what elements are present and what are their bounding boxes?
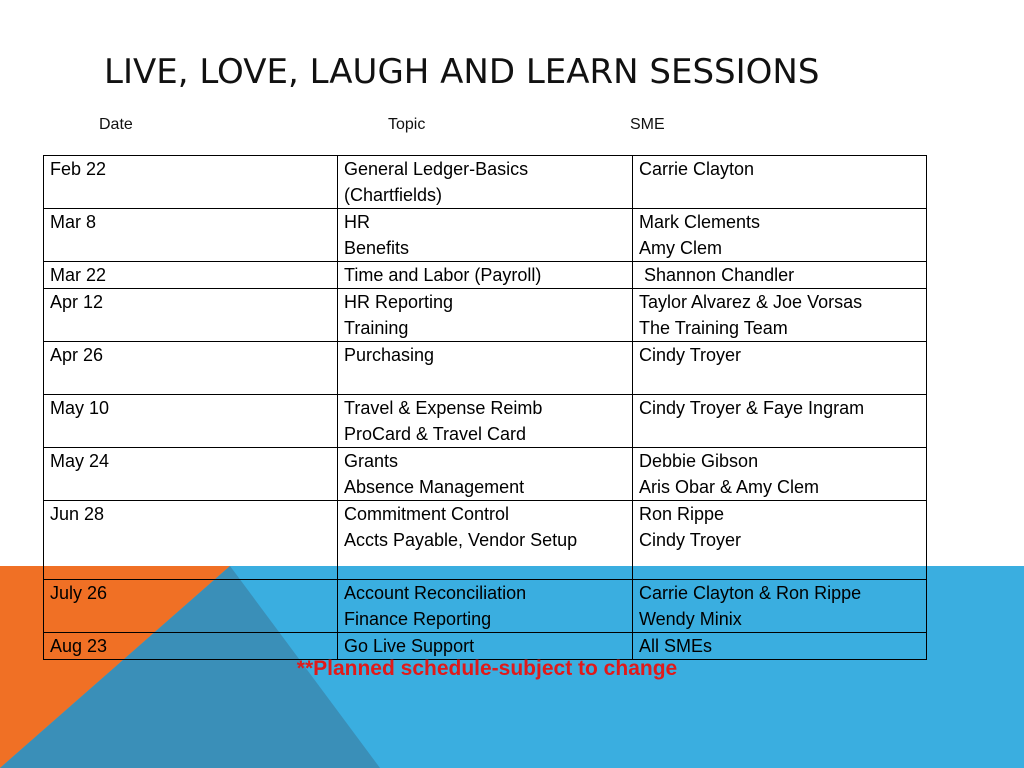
- topic-line: General Ledger-Basics: [344, 159, 529, 179]
- sme-line: The Training Team: [639, 318, 788, 338]
- topic-cell: [338, 395, 633, 448]
- topic-cell: [338, 262, 633, 289]
- date-cell: [44, 448, 338, 501]
- sme-cell: [633, 448, 927, 501]
- date-cell: [44, 580, 338, 633]
- topic-line: Finance Reporting: [344, 609, 492, 629]
- sme-cell: [633, 209, 927, 262]
- schedule-note: **Planned schedule-subject to change: [296, 657, 678, 680]
- topic-line: Grants: [344, 451, 399, 471]
- topic-line: Purchasing: [344, 345, 435, 365]
- sme-line: Cindy Troyer: [639, 530, 742, 550]
- slide-title: LIVE, LOVE, LAUGH AND LEARN SESSIONS: [104, 52, 820, 92]
- date-cell: [44, 633, 338, 660]
- topic-cell: [338, 633, 633, 660]
- sme-cell: [633, 342, 927, 395]
- sme-cell: [633, 262, 927, 289]
- topic-line: Commitment Control: [344, 504, 510, 524]
- date-text: Mar 8: [50, 212, 97, 232]
- date-text: Mar 22: [50, 265, 107, 285]
- sme-line: Cindy Troyer & Faye Ingram: [639, 398, 865, 418]
- table-row: [44, 156, 927, 209]
- topic-line: Benefits: [344, 238, 410, 258]
- sme-line: Taylor Alvarez & Joe Vorsas: [639, 292, 863, 312]
- date-cell: [44, 262, 338, 289]
- column-header-date: Date: [99, 116, 133, 133]
- date-text: July 26: [50, 583, 108, 603]
- sme-cell: [633, 633, 927, 660]
- topic-cell: [338, 501, 633, 580]
- topic-line: (Chartfields): [344, 185, 443, 205]
- topic-line: [344, 553, 626, 579]
- sme-line: Cindy Troyer: [639, 345, 742, 365]
- date-cell: [44, 395, 338, 448]
- date-text: Aug 23: [50, 636, 108, 656]
- topic-line: Absence Management: [344, 477, 525, 497]
- date-text: Feb 22: [50, 159, 107, 179]
- sme-line: Carrie Clayton & Ron Rippe: [639, 583, 862, 603]
- sme-cell: [633, 580, 927, 633]
- sme-line: All SMEs: [639, 636, 713, 656]
- sme-line: Shannon Chandler: [639, 265, 795, 285]
- date-text: Apr 12: [50, 292, 104, 312]
- topic-line: Account Reconciliation: [344, 583, 527, 603]
- topic-line: HR Reporting: [344, 292, 454, 312]
- topic-cell: [338, 448, 633, 501]
- topic-cell: [338, 342, 633, 395]
- table-row: [44, 209, 927, 262]
- table-row: [44, 501, 927, 580]
- topic-cell: [338, 156, 633, 209]
- topic-line: Training: [344, 318, 409, 338]
- date-cell: [44, 342, 338, 395]
- topic-line: Go Live Support: [344, 636, 475, 656]
- topic-line: [344, 368, 626, 394]
- table-row: [44, 289, 927, 342]
- schedule-table: [43, 155, 927, 660]
- date-text: Apr 26: [50, 345, 104, 365]
- table-row: [44, 262, 927, 289]
- topic-line: Accts Payable, Vendor Setup: [344, 530, 578, 550]
- date-cell: [44, 289, 338, 342]
- topic-line: Travel & Expense Reimb: [344, 398, 543, 418]
- sme-line: Wendy Minix: [639, 609, 742, 629]
- sme-line: Amy Clem: [639, 238, 723, 258]
- sme-line: Debbie Gibson: [639, 451, 759, 471]
- sme-cell: [633, 395, 927, 448]
- topic-line: ProCard & Travel Card: [344, 424, 527, 444]
- date-cell: [44, 501, 338, 580]
- topic-cell: [338, 580, 633, 633]
- date-cell: [44, 209, 338, 262]
- date-text: May 10: [50, 398, 110, 418]
- sme-line: Mark Clements: [639, 212, 761, 232]
- sme-cell: [633, 156, 927, 209]
- topic-line: HR: [344, 212, 370, 232]
- table-row: [44, 633, 927, 660]
- date-text: Jun 28: [50, 504, 105, 524]
- topic-line: Time and Labor (Payroll): [344, 265, 542, 285]
- table-row: [44, 580, 927, 633]
- sme-line: Carrie Clayton: [639, 159, 755, 179]
- table-row: [44, 448, 927, 501]
- sme-line: Ron Rippe: [639, 504, 725, 524]
- date-cell: [44, 156, 338, 209]
- table-row: [44, 395, 927, 448]
- table-row: [44, 342, 927, 395]
- topic-cell: [338, 289, 633, 342]
- topic-cell: [338, 209, 633, 262]
- sme-cell: [633, 289, 927, 342]
- sme-line: Aris Obar & Amy Clem: [639, 477, 820, 497]
- date-text: May 24: [50, 451, 110, 471]
- column-header-sme: SME: [630, 116, 665, 133]
- sme-cell: [633, 501, 927, 580]
- column-header-topic: Topic: [388, 116, 426, 133]
